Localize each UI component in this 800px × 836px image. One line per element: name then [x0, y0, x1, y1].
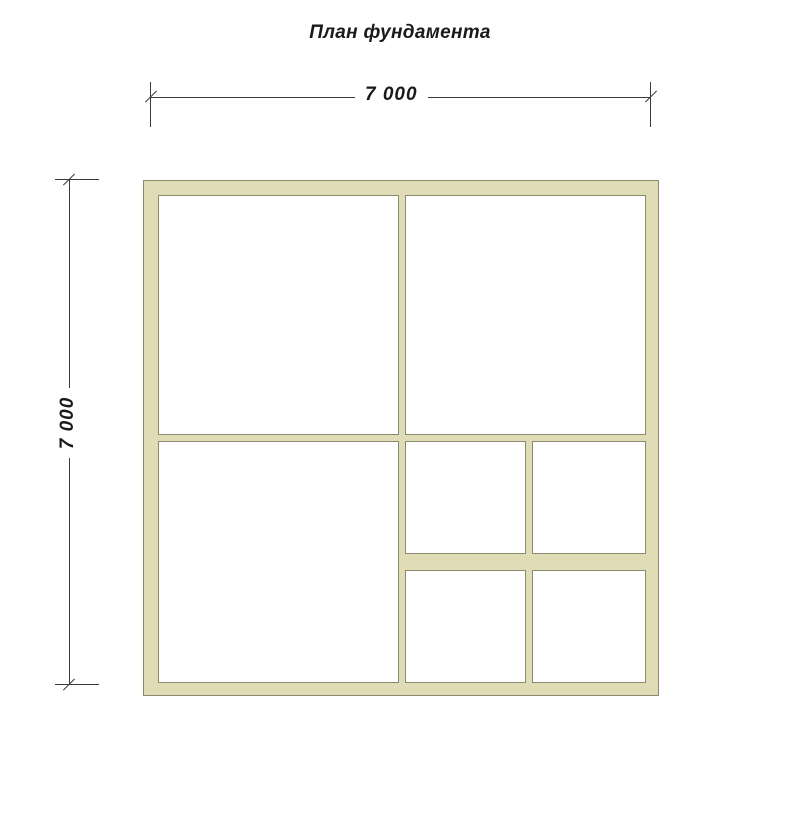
room-top-left — [158, 195, 399, 435]
top-dimension-tick-left — [150, 82, 151, 127]
room-middle-lower — [405, 570, 526, 683]
foundation-outline — [143, 180, 659, 696]
room-top-right — [405, 195, 646, 435]
room-middle-upper — [405, 441, 526, 554]
left-dimension-tick-top — [55, 179, 99, 180]
room-right-lower — [532, 570, 646, 683]
page-title: План фундамента — [309, 22, 491, 43]
top-dimension-tick-right — [650, 82, 651, 127]
room-right-upper — [532, 441, 646, 554]
left-dimension-tick-bottom — [55, 684, 99, 685]
overall-width-label: 7 000 — [355, 84, 428, 106]
overall-height-label: 7 000 — [49, 388, 87, 458]
room-bottom-left — [158, 441, 399, 683]
